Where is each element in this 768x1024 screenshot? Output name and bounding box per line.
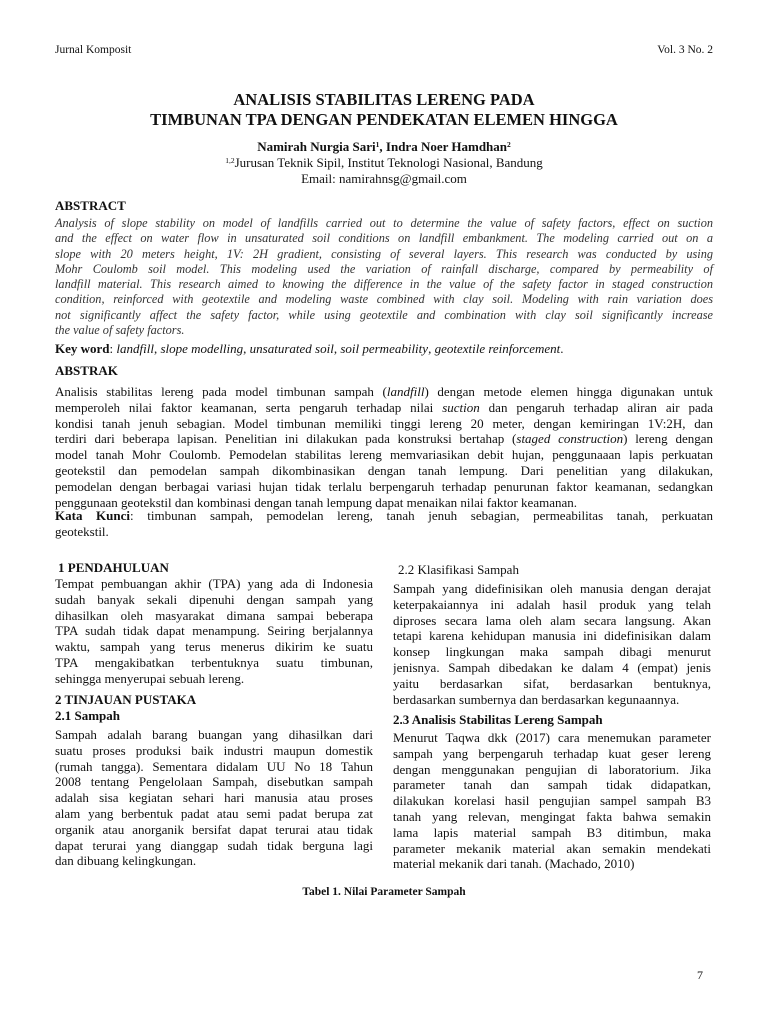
abstract-line: slope with 20 meters height, 1V: 2H gradient, consisting of several layers. This research was conducted by using — [55, 246, 713, 261]
keyword: slope modelling — [160, 341, 244, 356]
journal-name: Jurnal Komposit — [55, 44, 132, 56]
abstract-line: and the effect on water flow in unsaturated soil conditions on landfill embankment. The modeling carried out on a — [55, 231, 713, 246]
abstrak-heading: ABSTRAK — [55, 363, 118, 378]
author-name: Indra Noer Hamdhan — [385, 139, 508, 154]
paragraph-line: diproses secara lama oleh alam secara langsung. Akan — [393, 612, 711, 628]
abstrak-text: kondisi tanah jenuh sebagian. Model timbunan memiliki tinggi lereng 20 meter, dengan kemiringan 1V:2H, dan — [55, 415, 713, 431]
keyword: landfill — [116, 341, 154, 356]
keyword: unsaturated soil — [249, 341, 334, 356]
abstrak-text: ) dengan metode elemen hingga digunakan untuk — [424, 384, 713, 399]
paragraph-line: keterpakaiannya ini adalah hasil produk yang telah — [393, 596, 711, 612]
section-2-1-heading: 2.1 Sampah — [55, 708, 121, 723]
paragraph-line: (rumah tangga). Sementara didalam UU No 18 Tahun — [55, 758, 373, 774]
abstrak-text: staged construction — [516, 431, 624, 447]
paragraph-line: adalah sisa kegiatan sehari hari manusia atau proses — [55, 790, 373, 806]
paragraph-line: 2008 tentang Pengelolaan Sampah, disebutkan sampah — [55, 774, 373, 790]
abstrak-line — [55, 447, 713, 463]
author-superscript: 2 — [507, 140, 511, 149]
author-email: Email: namirahnsg@gmail.com — [301, 171, 467, 186]
paragraph-line: material mekanik dari tanah. (Machado, 2010) — [393, 856, 635, 872]
paragraph-line: dengan menggunakan pengujian di laboratorium. Jika — [393, 761, 711, 777]
author-superscript: 1 — [375, 140, 380, 149]
page-number: 7 — [697, 968, 703, 982]
keyword: , — [153, 341, 161, 356]
abstrak-text: ) lereng dengan — [623, 431, 713, 447]
abstract-line: not significantly affect the safety factor, while using geotextile and combination with clay soil significantly increase — [55, 307, 713, 322]
kata-kunci-line — [55, 508, 713, 524]
kata-kunci-text: : timbunan sampah, pemodelan lereng, tanah jenuh sebagian, permeabilitas tanah, perkuatan — [130, 508, 713, 523]
abstrak-text: pemodelan dengan berbagai variasi hujan tidak terlalu berpengaruh terhadap penurunan faktor keamanan, sedangkan — [55, 478, 713, 494]
abstract-line: Mohr Coulomb soil model. This modeling used the variation of rainfall discharge, compared by permeability of — [55, 261, 713, 276]
journal-volume: Vol. 3 No. 2 — [657, 44, 713, 56]
paragraph-line: TPA mengakibatkan terbentuknya suatu timbunan, — [55, 654, 373, 670]
abstrak-text: landfill — [386, 384, 425, 399]
paragraph-line: dan dibuang kelingkungan. — [55, 853, 197, 869]
section-2-2-body — [393, 581, 711, 707]
paragraph-line: parameter tanah dan sampah tidak didapatkan, — [393, 777, 711, 793]
paragraph-line: konsep lingkungan maka sampah dibagi menurut — [393, 644, 711, 660]
paragraph-line: berdasarkan sumbernya dan berdasarkan kegunaannya. — [393, 691, 680, 707]
abstrak-body — [55, 384, 713, 510]
keyword: , — [333, 341, 341, 356]
abstrak-line — [55, 479, 713, 495]
paragraph-line: organik atau anorganik bersifat dapat terurai atau tidak — [55, 821, 373, 837]
abstrak-text: Analisis stabilitas lereng pada model timbunan sampah ( — [55, 384, 387, 399]
paragraph-line: Menurut Taqwa dkk (2017) cara menemukan parameter — [393, 730, 711, 745]
paragraph-line: dihasilkan oleh masyarakat dimana sampai beberapa — [55, 607, 373, 623]
kata-kunci-line: geotekstil. — [55, 523, 109, 539]
affiliation-superscript: 1,2 — [225, 156, 235, 165]
keywords-list — [116, 341, 563, 356]
paragraph-line: waktu, sampah yang terus menerus dikirim ke suatu — [55, 639, 373, 655]
paper-title-line-2: TIMBUNAN TPA DENGAN PENDEKATAN ELEMEN HINGGA — [150, 110, 618, 129]
paragraph-line: Tempat pembuangan akhir (TPA) yang ada di Indonesia — [55, 576, 373, 591]
paragraph-line: parameter mekanik material akan semakin mendekati — [393, 840, 711, 856]
paragraph-line: sehingga menyerupai sebuah lereng. — [55, 670, 245, 686]
section-2-1-body — [55, 727, 373, 869]
paragraph-line: tetapi karena kehidupan manusia ini didefinisikan dalam — [393, 628, 711, 644]
keyword: soil permeability — [340, 341, 429, 356]
paragraph-line: sampah yang berpengaruh terhadap kuat geser lereng — [393, 745, 711, 761]
abstrak-line — [55, 431, 713, 447]
paragraph-line: Sampah yang didefinisikan oleh manusia dengan derajat — [393, 581, 711, 596]
paragraph-line: yaitu berdasarkan sifat, berdasarkan bentuknya, — [393, 675, 711, 691]
abstrak-line — [55, 416, 713, 432]
kata-kunci-label: Kata Kunci — [55, 508, 131, 523]
section-2-2-heading: 2.2 Klasifikasi Sampah — [398, 562, 519, 577]
abstrak-text: terdiri dari beberapa lapisan. Penelitian ini dilakukan pada konstruksi bertahap ( — [55, 431, 517, 447]
author-list — [0, 139, 768, 155]
abstrak-line — [55, 400, 713, 416]
abstract-line: condition, reinforced with geotextile and modeling waste combined with clay soil. Modeling with rain variation does — [55, 292, 713, 307]
paragraph-line: tanah yang relevan, mengingat fakta bahwa semakin — [393, 808, 711, 824]
abstrak-text: penggunaan geotekstil dan kombinasi dengan tanah lempung dapat menaikan nilai faktor keamanan. — [55, 494, 577, 510]
section-1-heading: 1 PENDAHULUAN — [58, 560, 169, 575]
abstrak-line — [55, 463, 713, 479]
abstract-line: the value of safety factors. — [55, 323, 185, 338]
keywords-label: Key word — [55, 341, 110, 356]
keyword: . — [560, 341, 564, 356]
author-separator: , — [379, 139, 386, 154]
keywords-line — [55, 341, 713, 357]
kata-kunci-block — [55, 508, 713, 540]
paragraph-line: alam yang berbentuk padat atau semi padat berupa zat — [55, 805, 373, 821]
keyword: geotextile reinforcement — [434, 341, 561, 356]
paragraph-line: TPA sudah tidak dapat menampung. Seiring berjalannya — [55, 623, 373, 639]
paragraph-line: sudah banyak sekali dipenuhi dengan sampah yang — [55, 591, 373, 607]
affiliation-text: Jurusan Teknik Sipil, Institut Teknologi Nasional, Bandung — [234, 155, 543, 170]
paragraph-line: suatu proses produksi baik industri maupun domestik — [55, 742, 373, 758]
paragraph-line: dapat terurai yang dianggap sudah tidak berguna lagi — [55, 837, 373, 853]
paragraph-line: dilakukan korelasi hasil pengujian sampel sampah B3 — [393, 793, 711, 809]
abstrak-line — [55, 384, 713, 400]
paragraph-line: jenisnya. Sampah dibedakan ke dalam 4 (empat) jenis — [393, 659, 711, 675]
paper-title-line-1: ANALISIS STABILITAS LERENG PADA — [233, 90, 535, 109]
abstrak-text: geotekstil dan pemodelan sampah dikombinasikan dengan tanah lempung. Dari penelitian yang dilakukan, — [55, 462, 713, 478]
abstrak-text: model tanah Mohr Coulomb. Pemodelan stabilitas lereng memvariasikan debit hujan, penggunaaan lapis perkuatan — [55, 447, 713, 463]
keyword: , — [428, 341, 435, 356]
author-name: Namirah Nurgia Sari — [257, 139, 376, 154]
table-caption: Tabel 1. Nilai Parameter Sampah — [302, 886, 466, 898]
paragraph-line: Sampah adalah barang buangan yang dihasilkan dari — [55, 727, 373, 742]
abstract-line: landfill material. This research aimed to knowing the difference in the value of the safety factor in staged construction — [55, 277, 713, 292]
abstrak-text: memperoleh nilai faktor keamanan, serta pengaruh terhadap nilai — [55, 399, 443, 415]
section-1-body — [55, 576, 373, 687]
keywords-separator: : — [109, 341, 117, 356]
abstract-line: Analysis of slope stability on model of landfills carried out to determine the value of safety factors, effect on suction — [55, 216, 713, 230]
abstrak-text: suction — [442, 399, 480, 415]
affiliation — [0, 155, 768, 171]
section-2-3-heading: 2.3 Analisis Stabilitas Lereng Sampah — [393, 712, 603, 727]
abstrak-text: dan pengaruh terhadap aliran air pada — [479, 399, 713, 415]
section-2-3-body — [393, 730, 711, 872]
paragraph-line: lama lapis material sampah B3 ditimbun, maka — [393, 824, 711, 840]
abstract-heading: ABSTRACT — [55, 198, 126, 213]
section-2-heading: 2 TINJAUAN PUSTAKA — [55, 692, 197, 707]
abstract-body — [55, 216, 713, 338]
keyword: , — [243, 341, 250, 356]
